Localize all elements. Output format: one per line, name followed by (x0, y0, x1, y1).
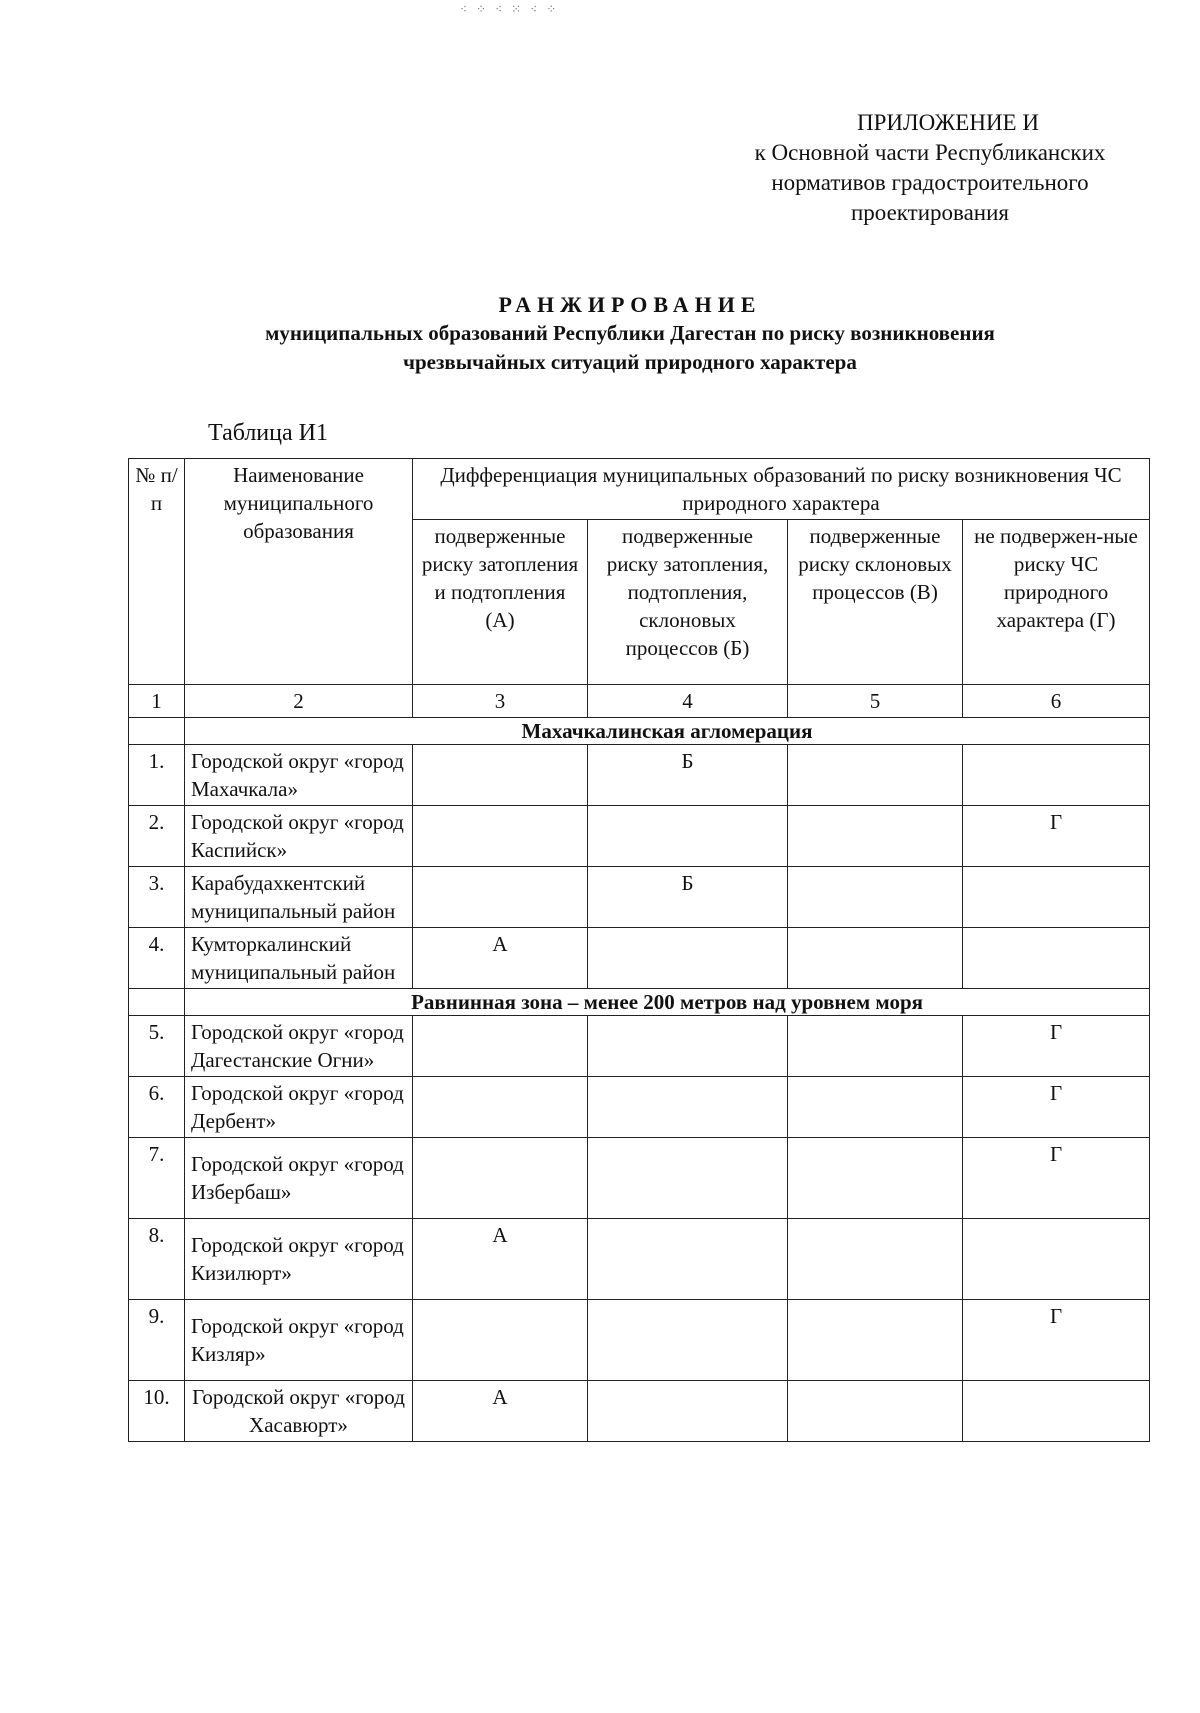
row-name: Городской округ «город Кизляр» (185, 1300, 413, 1381)
cell-a (413, 1077, 588, 1138)
title-heading: РАНЖИРОВАНИЕ (498, 292, 762, 317)
table-row (129, 1077, 1150, 1138)
row-name: Городской округ «город Дербент» (185, 1077, 413, 1138)
row-name: Городской округ «город Избербаш» (185, 1138, 413, 1219)
scan-noise: ⁖ ⁘ ⁖ ⁙ ⁖ ⁘ (460, 2, 560, 16)
title-line-3: чрезвычайных ситуаций природного характера (403, 350, 857, 374)
row-name: Кумторкалинский муниципальный район (185, 928, 413, 989)
cell-g: Г (963, 1016, 1150, 1077)
col-header-b: подверженные риску затопления, подтопления, склоновых процессов (Б) (588, 520, 788, 685)
row-number: 8. (129, 1219, 185, 1300)
cell-v (788, 1016, 963, 1077)
row-name: Городской округ «город Махачкала» (185, 745, 413, 806)
cell-v (788, 1138, 963, 1219)
row-name: Городской округ «город Дагестанские Огни» (185, 1016, 413, 1077)
cell-b: Б (588, 745, 788, 806)
col-header-g: не подвержен-ные риску ЧС природного характера (Г) (963, 520, 1150, 685)
appendix-title: ПРИЛОЖЕНИЕ И (857, 110, 1039, 135)
cell-b (588, 1016, 788, 1077)
cell-g: Г (963, 1077, 1150, 1138)
cell-a: А (413, 1381, 588, 1442)
cell-v (788, 1300, 963, 1381)
table-row (129, 1016, 1150, 1077)
column-index: 4 (588, 685, 788, 718)
column-index: 3 (413, 685, 588, 718)
cell-a (413, 745, 588, 806)
table-row (129, 928, 1150, 989)
col-header-a: подверженные риску затопления и подтопления (А) (413, 520, 588, 685)
table-row (129, 1138, 1150, 1219)
col-header-name: Наименование муниципального образования (185, 459, 413, 685)
cell-v (788, 867, 963, 928)
row-name: Городской округ «город Кизилюрт» (185, 1219, 413, 1300)
column-index: 1 (129, 685, 185, 718)
table-row (129, 806, 1150, 867)
cell-b (588, 1138, 788, 1219)
group-spacer (129, 989, 185, 1016)
col-header-v: подверженные риску склоновых процессов (В) (788, 520, 963, 685)
appendix-line-2: к Основной части Республиканских (754, 140, 1106, 165)
cell-g: Г (963, 806, 1150, 867)
group-title: Равнинная зона – менее 200 метров над уровнем моря (185, 989, 1150, 1016)
cell-v (788, 928, 963, 989)
row-number: 1. (129, 745, 185, 806)
col-header-group: Дифференциация муниципальных образований по риску возникновения ЧС природного характера (413, 459, 1150, 520)
appendix-line-4: проектирования (851, 200, 1009, 225)
cell-b (588, 1219, 788, 1300)
table-header-row (129, 459, 1150, 520)
cell-b (588, 1077, 788, 1138)
cell-v (788, 1381, 963, 1442)
cell-b (588, 1300, 788, 1381)
cell-g (963, 745, 1150, 806)
column-index: 2 (185, 685, 413, 718)
row-number: 7. (129, 1138, 185, 1219)
cell-a: А (413, 1219, 588, 1300)
row-number: 9. (129, 1300, 185, 1381)
appendix-line-3: нормативов градостроительного (771, 170, 1089, 195)
group-header-row (129, 989, 1150, 1016)
cell-b (588, 928, 788, 989)
cell-g (963, 928, 1150, 989)
cell-g (963, 1381, 1150, 1442)
group-spacer (129, 718, 185, 745)
cell-g (963, 867, 1150, 928)
cell-v (788, 1077, 963, 1138)
cell-a (413, 806, 588, 867)
cell-a (413, 1138, 588, 1219)
row-number: 6. (129, 1077, 185, 1138)
cell-g: Г (963, 1138, 1150, 1219)
row-name: Карабудахкентский муниципальный район (185, 867, 413, 928)
cell-a (413, 1016, 588, 1077)
row-number: 2. (129, 806, 185, 867)
table-row (129, 867, 1150, 928)
appendix-header (700, 108, 1160, 228)
row-number: 5. (129, 1016, 185, 1077)
cell-a (413, 1300, 588, 1381)
row-number: 4. (129, 928, 185, 989)
row-number: 3. (129, 867, 185, 928)
column-index: 5 (788, 685, 963, 718)
cell-a (413, 867, 588, 928)
table-row (129, 1381, 1150, 1442)
cell-a: А (413, 928, 588, 989)
row-name: Городской округ «город Каспийск» (185, 806, 413, 867)
cell-g: Г (963, 1300, 1150, 1381)
ranking-table (128, 458, 1150, 1442)
row-number: 10. (129, 1381, 185, 1442)
column-index-row (129, 685, 1150, 718)
column-index: 6 (963, 685, 1150, 718)
cell-b (588, 1381, 788, 1442)
table-row (129, 1300, 1150, 1381)
cell-v (788, 806, 963, 867)
col-header-num: № п/п (129, 459, 185, 685)
document-title (130, 290, 1130, 377)
cell-v (788, 1219, 963, 1300)
cell-b (588, 806, 788, 867)
table-label: Таблица И1 (208, 420, 328, 446)
group-header-row (129, 718, 1150, 745)
cell-v (788, 745, 963, 806)
cell-g (963, 1219, 1150, 1300)
cell-b: Б (588, 867, 788, 928)
row-name: Городской округ «город Хасавюрт» (185, 1381, 413, 1442)
title-line-2: муниципальных образований Республики Дагестан по риску возникновения (265, 321, 995, 345)
table-row (129, 745, 1150, 806)
group-title: Махачкалинская агломерация (185, 718, 1150, 745)
table-row (129, 1219, 1150, 1300)
